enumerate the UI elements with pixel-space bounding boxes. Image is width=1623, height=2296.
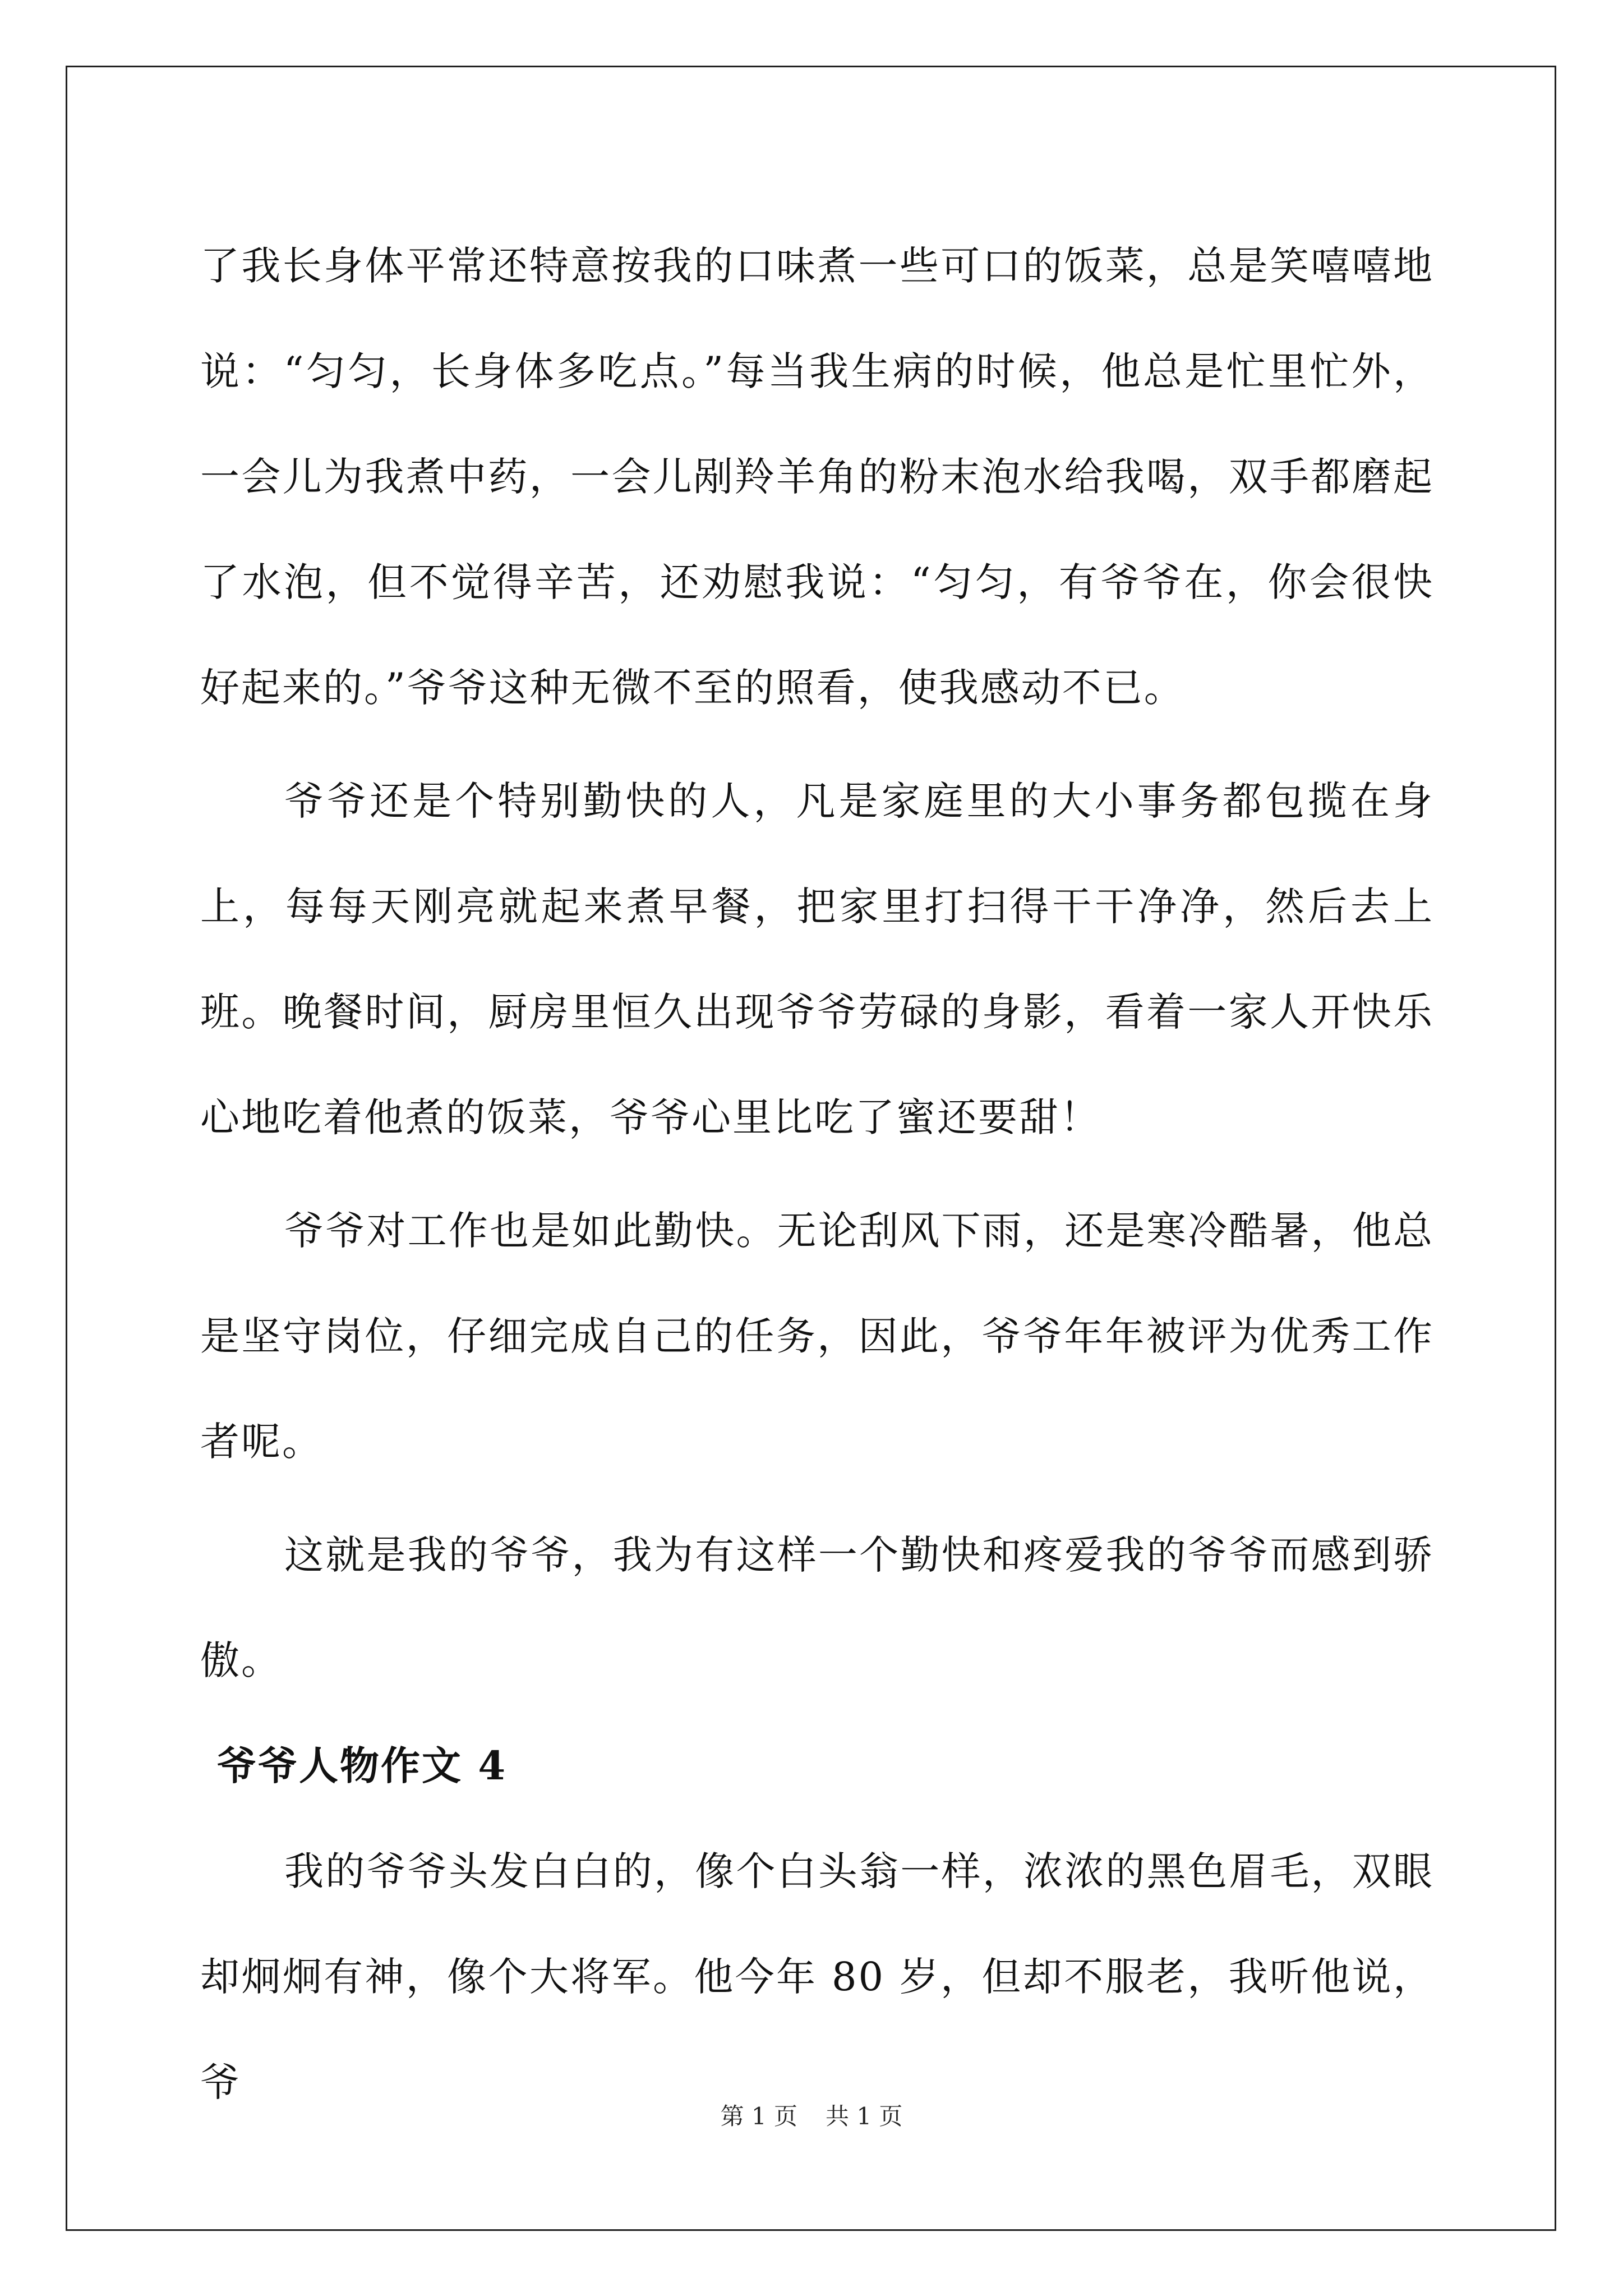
paragraph: 这就是我的爷爷，我为有这样一个勤快和疼爱我的爷爷而感到骄傲。 bbox=[200, 1532, 1434, 1683]
page-footer bbox=[0, 2098, 1623, 2132]
paragraph: 爷爷对工作也是如此勤快。无论刮风下雨，还是寒冷酷暑，他总是坚守岗位，仔细完成自己的任务，因此，爷爷年年被评为优秀工作者呢。 bbox=[200, 1208, 1434, 1465]
page-total: 共 1 页 bbox=[826, 2102, 903, 2130]
paragraph: 爷爷还是个特别勤快的人，凡是家庭里的大小事务都包揽在身上，每每天刚亮就起来煮早餐，把家里打扫得干干净净，然后去上班。晚餐时间，厨房里恒久出现爷爷劳碌的身影，看着一家人开快乐心地吃着他煮的饭菜，爷爷心里比吃了蜜还要甜！ bbox=[200, 778, 1434, 1140]
paragraph: 了我长身体平常还特意按我的口味煮一些可口的饭菜，总是笑嘻嘻地说：“匀匀，长身体多吃点。”每当我生病的时候，他总是忙里忙外，一会儿为我煮中药，一会儿剐羚羊角的粉末泡水给我喝，双手都磨起了水泡，但不觉得辛苦，还劝慰我说：“匀匀，有爷爷在，你会很快好起来的。”爷爷这种无微不至的照看，使我感动不已。 bbox=[200, 243, 1434, 711]
paragraph: 我的爷爷头发白白的，像个白头翁一样，浓浓的黑色眉毛，双眼却炯炯有神，像个大将军。他今年 80 岁，但却不服老，我听他说，爷 bbox=[200, 1848, 1434, 2105]
document-body bbox=[200, 213, 1434, 2135]
section-heading: 爷爷人物作文 4 bbox=[217, 1742, 508, 1789]
page-number: 第 1 页 bbox=[720, 2102, 797, 2130]
